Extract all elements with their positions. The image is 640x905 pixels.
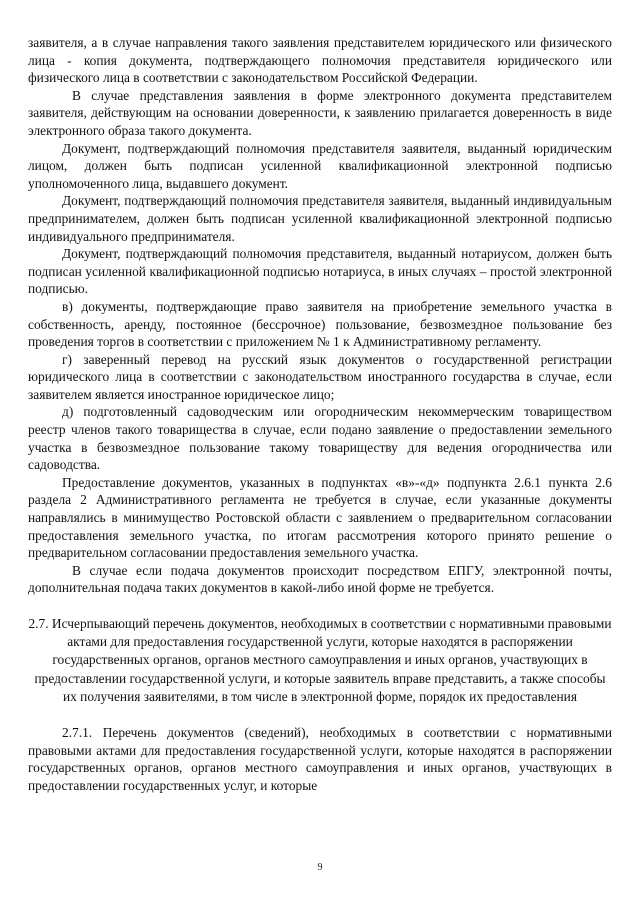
paragraph-item-d: д) подготовленный садоводческим или огородническим некоммерческим товариществом реестр членов такого товарищества в случае, если подано заявление о предоставлении земельного участка в безвозмездное пользование такому товариществу для ведения огородничества или садоводства. [28, 404, 612, 473]
paragraph-epgu-submission: В случае если подача документов происходит посредством ЕПГУ, электронной почты, дополнительная подача таких документов в какой-либо иной форме не требуется. [28, 562, 612, 596]
paragraph-documents-not-required: Предоставление документов, указанных в подпунктах «в»-«д» подпункта 2.6.1 пункта 2.6 раздела 2 Административного регламента не требуется в случае, если указанные документы направлялись в минимущество Ростовской области с заявлением о предварительном согласовании предоставления земельного участка, по итогам рассмотрения которого принято решение о предварительном согласовании предоставления земельного участка. [28, 474, 612, 561]
paragraph-item-g: г) заверенный перевод на русский язык документов о государственной регистрации юридического лица в соответствии с законодательством иностранного государства в случае, если заявителем является иностранное юридическое лицо; [28, 351, 612, 402]
page-number: 9 [317, 862, 323, 873]
paragraph-2-7-1: 2.7.1. Перечень документов (сведений), необходимых в соответствии с нормативными правовыми актами для предоставления государственной услуги, которые находятся в распоряжении государственных органов, органов местного самоуправления и иных органов, участвующих в предоставлении государственных услуг, и которые [28, 725, 612, 793]
document-page [28, 34, 612, 794]
paragraph-item-v: в) документы, подтверждающие право заявителя на приобретение земельного участка в собственность, аренду, постоянное (бессрочное) пользование, безвозмездное пользование без проведения торгов в соответствии с приложением № 1 к Административному регламенту. [28, 298, 612, 350]
paragraph-notary-signature: Документ, подтверждающий полномочия представителя, выданный нотариусом, должен быть подписан усиленной квалификационной подписью нотариуса, в иных случаях – простой электронной подписью. [28, 246, 612, 297]
paragraph-electronic-power-of-attorney: В случае представления заявления в форме электронного документа представителем заявителя, действующим на основании доверенности, к заявлению прилагается доверенность в виде электронного образа такого документа. [28, 87, 612, 138]
paragraph-entrepreneur-signature: Документ, подтверждающий полномочия представителя заявителя, выданный индивидуальным предпринимателем, должен быть подписан усиленной квалификационной электронной подписью индивидуального предпринимателя. [28, 193, 612, 244]
paragraph-legal-entity-signature: Документ, подтверждающий полномочия представителя заявителя, выданный юридическим лицом, должен быть подписан усиленной квалификационной электронной подписью уполномоченного лица, выдавшего документ. [28, 140, 612, 191]
section-heading-2-7: 2.7. Исчерпывающий перечень документов, необходимых в соответствии с нормативными правовыми актами для предоставления государственной услуги, которые находятся в распоряжении государственных органов, органов местного самоуправления и иных органов, участвующих в предоставлении государственной услуги, и которые заявитель вправе представить, а также способы их получения заявителями, в том числе в электронной форме, порядок их предоставления [28, 616, 612, 704]
paragraph-applicant-representative-copy: заявителя, а в случае направления такого заявления представителем юридического или физического лица - копия документа, подтверждающего полномочия представителя юридического или физического лица в соответствии с законодательством Российской Федерации. [28, 35, 612, 86]
